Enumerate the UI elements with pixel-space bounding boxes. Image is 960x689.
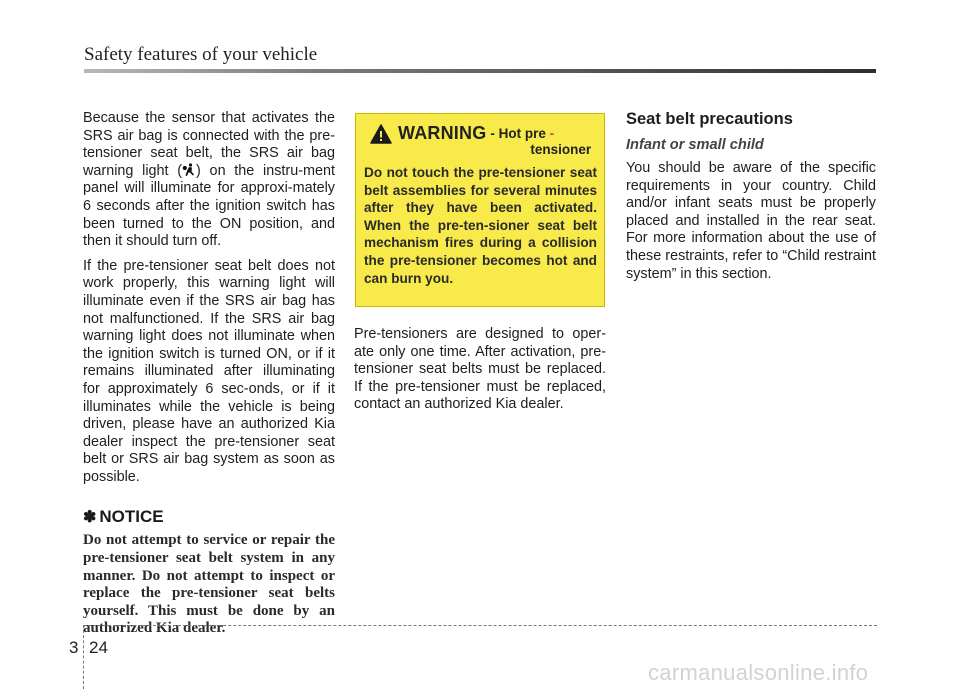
warning-text: Do not touch the pre-tensioner seat belt assemblies for several minutes after they have been activated. When the pre-ten-sioner seat belt mechanism fires during a collision the pre-tensioner becomes hot and can burn you.	[364, 165, 597, 286]
malfunction-paragraph: If the pre-tensioner seat belt does not work properly, this warning light will illuminate even if the SRS air bag has not malfunctioned. If the SRS air bag warning light does not illuminate when the ignition switch is turned ON, or if it remains illuminated after illuminating for approximately 6 sec-onds, or if it illuminates while the vehicle is being driven, please have an authorized Kia dealer inspect the pre-tensioner seat belt or SRS air bag system as soon as possible.	[83, 257, 335, 485]
airbag-warning-icon	[182, 163, 196, 177]
watermark: carmanualsonline.info	[648, 660, 869, 685]
header-rule	[84, 69, 876, 73]
warning-label: WARNING	[398, 123, 487, 143]
warning-heading	[364, 123, 597, 158]
warning-subtitle	[490, 126, 591, 158]
page-header-title: Safety features of your vehicle	[84, 44, 318, 65]
warning-box	[355, 113, 605, 307]
middle-column	[354, 326, 606, 421]
right-column	[626, 110, 876, 290]
intro-text-start: Because the sensor that activates the SRS air bag is connected with the pre-tensioner seat belt, the SRS air bag warning light (	[83, 110, 335, 179]
subsection-title: Infant or small child	[626, 137, 764, 153]
chapter-number: 3	[69, 638, 79, 657]
notice-label: NOTICE	[99, 507, 164, 527]
pretensioner-paragraph: Pre-tensioners are designed to oper-ate only one time. After activation, pre-tensioner seat belts must be replaced. If the pre-tensioner must be replaced, contact an authorized Kia dealer.	[354, 326, 606, 413]
left-column	[83, 110, 335, 638]
intro-paragraph	[83, 110, 335, 251]
child-restraint-paragraph: You should be aware of the specific requirements in your country. Child and/or infant seats must be properly placed and installed in the rear seat. For more information about the use of these restraints, refer to “Child restraint system” in this section.	[626, 160, 876, 282]
warning-subtitle-dash: -	[545, 126, 555, 141]
notice-text: Do not attempt to service or repair the pre-tensioner seat belt system in any manner. Do not attempt to inspect or replace the pre-tensioner seat belts yourself. This must be done by an authorized Kia dealer.	[83, 532, 335, 637]
intro-text-end: ) on the instru-ment panel will illuminate for approxi-mately 6 seconds after the ignition switch has been turned to the ON position, and then it should turn off.	[83, 162, 335, 250]
warning-subtitle-part1: - Hot pre	[490, 126, 546, 141]
page-number: 24	[89, 638, 108, 657]
notice-star-icon: ✽	[83, 509, 97, 527]
warning-triangle-icon	[370, 124, 392, 144]
footer-divider	[83, 625, 877, 626]
section-title: Seat belt precautions	[626, 110, 793, 128]
footer-vertical-divider	[83, 625, 84, 689]
notice-heading	[83, 507, 335, 527]
warning-subtitle-part2: tensioner	[530, 142, 592, 157]
